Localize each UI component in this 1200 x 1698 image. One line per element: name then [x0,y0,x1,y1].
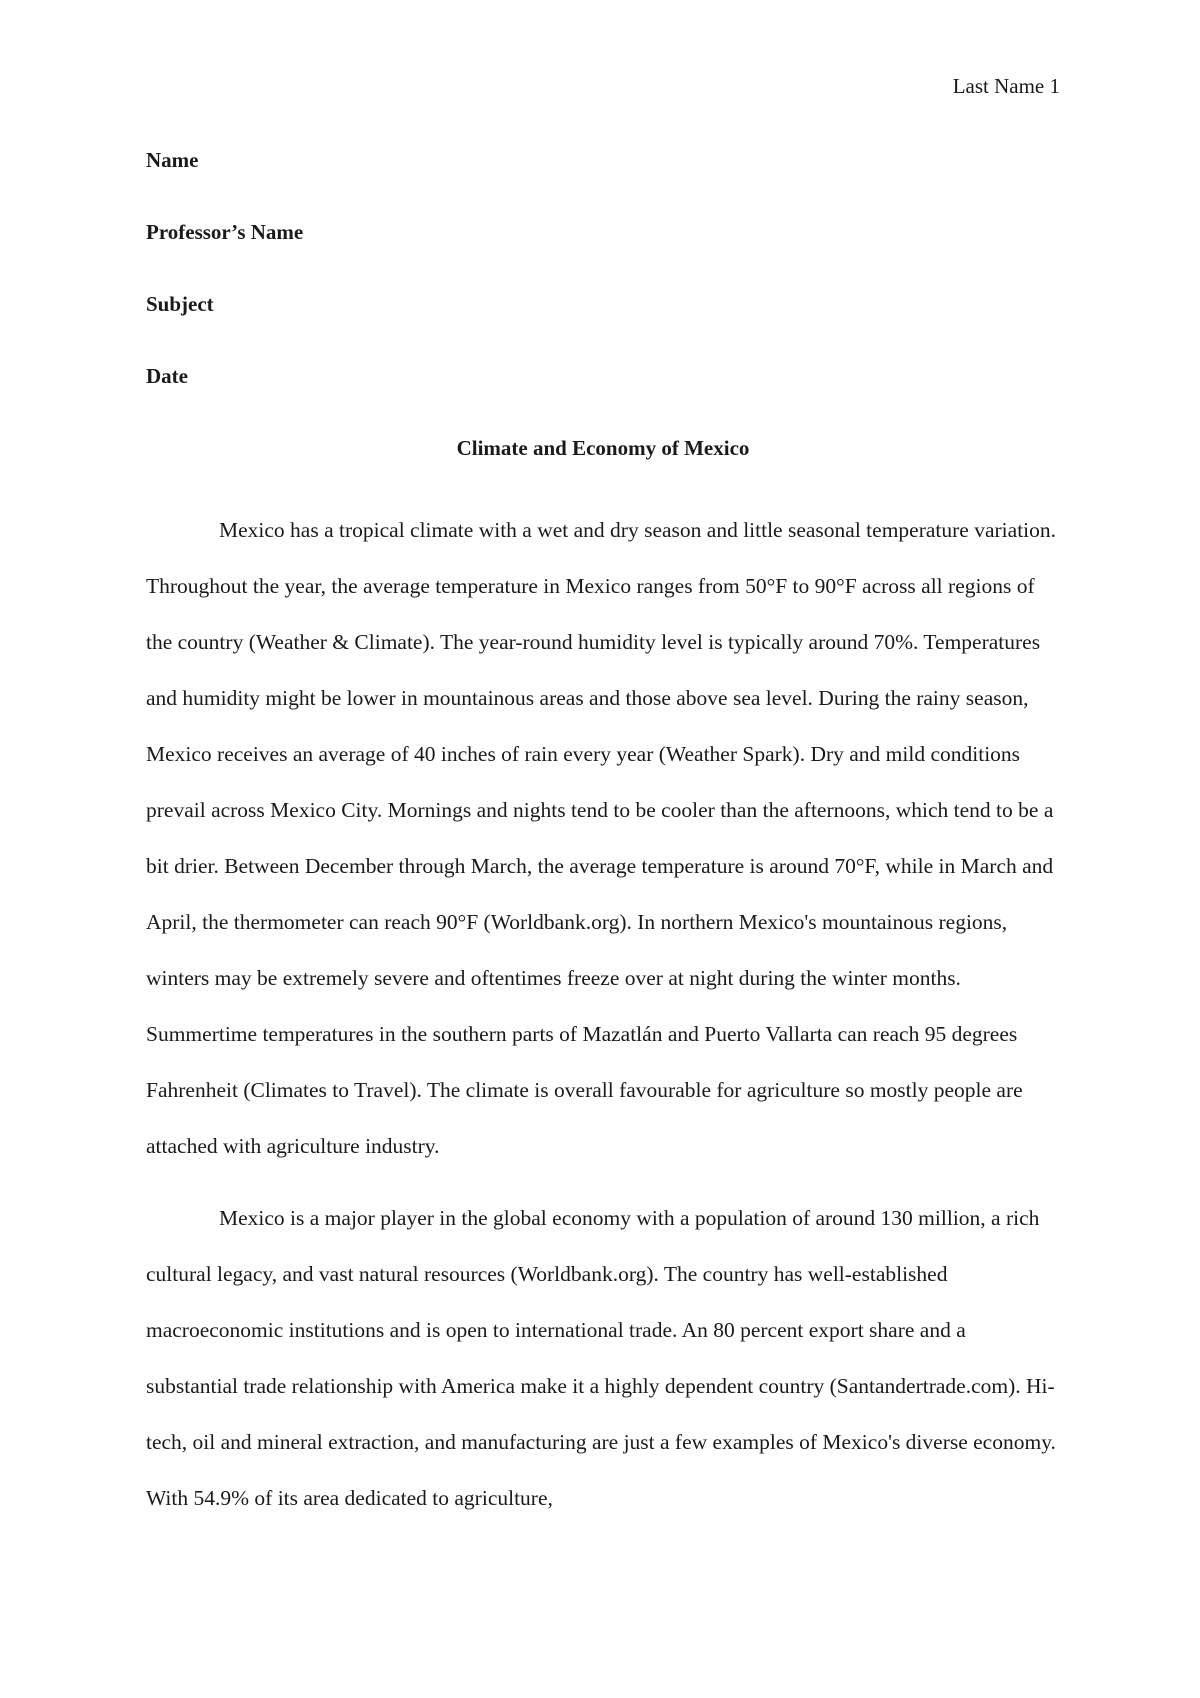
running-head: Last Name 1 [952,74,1060,98]
professor-name: Professor’s Name [146,220,304,244]
date-line: Date [146,364,188,388]
subject-line: Subject [146,292,214,316]
heading-block [146,146,303,434]
document-body [146,502,1060,1542]
document-title: Climate and Economy of Mexico [456,436,750,460]
student-name: Name [146,148,199,172]
paragraph-economy: Mexico is a major player in the global economy with a population of around 130 million, a rich cultural legacy, and vast natural resources (Worldbank.org). The country has well-established macroeconomic institutions and is open to international trade. An 80 percent export share and a substantial trade relationship with America make it a highly dependent country (Santandertrade.com). Hi-tech, oil and mineral extraction, and manufacturing are just a few examples of Mexico's diverse economy. With 54.9% of its area dedicated to agriculture, [146,1206,1056,1510]
paragraph-climate: Mexico has a tropical climate with a wet and dry season and little seasonal temperature variation. Throughout the year, the average temperature in Mexico ranges from 50°F to 90°F across all regions of the country (Weather & Climate). The year-round humidity level is typically around 70%. Temperatures and humidity might be lower in mountainous areas and those above sea level. During the rainy season, Mexico receives an average of 40 inches of rain every year (Weather Spark). Dry and mild conditions prevail across Mexico City. Mornings and nights tend to be cooler than the afternoons, which tend to be a bit drier. Between December through March, the average temperature is around 70°F, while in March and April, the thermometer can reach 90°F (Worldbank.org). In northern Mexico's mountainous regions, winters may be extremely severe and oftentimes freeze over at night during the winter months. Summertime temperatures in the southern parts of Mazatlán and Puerto Vallarta can reach 95 degrees Fahrenheit (Climates to Travel). The climate is overall favourable for agriculture so mostly people are attached with agriculture industry. [146,518,1057,1158]
